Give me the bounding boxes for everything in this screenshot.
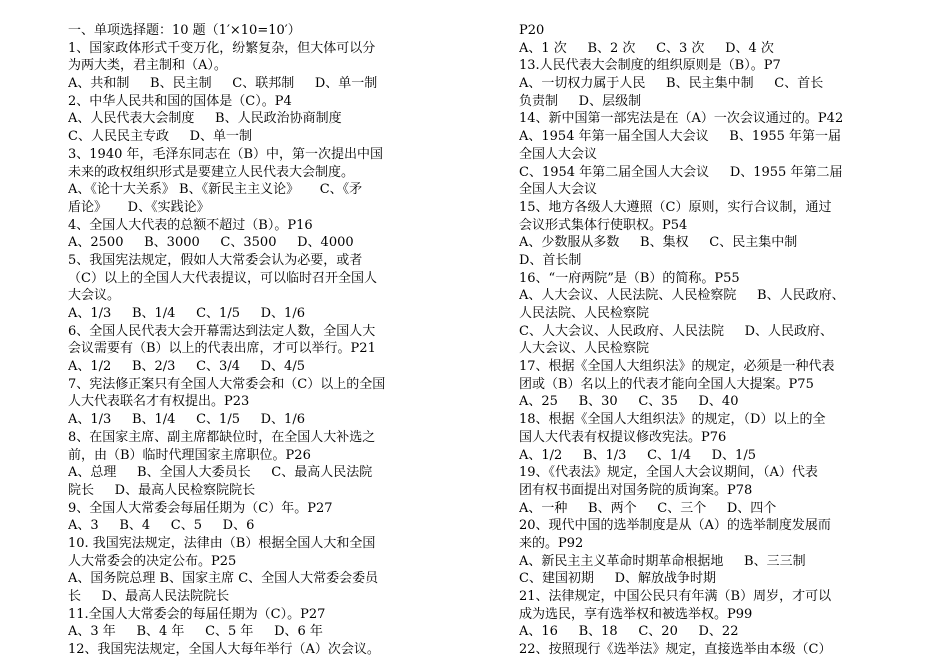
right-column xyxy=(519,22,914,659)
text-line: 3、1940 年，毛泽东同志在（B）中，第一次提出中国 xyxy=(68,146,384,162)
text-line: A、人大会议、人民法院、人民检察院 B、人民政府、 xyxy=(519,288,845,304)
text-line: P20 xyxy=(519,23,545,38)
text-line: 前，由（B）临时代理国家主席职位。P26 xyxy=(68,447,311,463)
text-line: 9、全国人大常委会每届任期为（C）年。P27 xyxy=(68,500,333,516)
text-line: 15、地方各级人大遵照（C）原则，实行合议制，通过 xyxy=(519,199,832,215)
text-line: 7、宪法修正案只有全国人大常委会和（C）以上的全国 xyxy=(68,376,386,392)
text-line: 5、我国宪法规定，假如人大常委会认为必要，或者 xyxy=(68,252,363,268)
text-line: A、一切权力属于人民 B、民主集中制 C、首长 xyxy=(519,76,824,92)
text-line: A、1954 年第一届全国人大会议 B、1955 年第一届 xyxy=(519,129,842,145)
text-line: 来的。P92 xyxy=(519,535,584,551)
text-line: A、3 B、4 C、5 D、6 xyxy=(68,518,255,534)
text-line: 会议形式集体行使职权。P54 xyxy=(519,217,688,233)
text-line: A、国务院总理 B、国家主席 C、全国人大常委会委员 xyxy=(68,571,379,587)
text-line: 全国人大会议 xyxy=(519,146,598,162)
text-line: A、1 次 B、2 次 C、3 次 D、4 次 xyxy=(519,40,774,56)
text-line: A、《论十大关系》 B、《新民主主义论》 C、《矛 xyxy=(68,182,363,198)
text-line: 10. 我国宪法规定，法律由（B）根据全国人大和全国 xyxy=(68,535,376,551)
text-line: 4、全国人大代表的总额不超过（B）。P16 xyxy=(68,217,313,233)
text-line: C、1954 年第二届全国人大会议 D、1955 年第二届 xyxy=(519,164,843,180)
text-line: 大会议。 xyxy=(68,288,121,304)
text-line: 长 D、最高人民法院院长 xyxy=(68,589,230,604)
text-line: 8、在国家主席、副主席都缺位时，在全国人大补选之 xyxy=(68,429,376,445)
text-line: 成为选民，享有选举权和被选举权。P99 xyxy=(519,606,753,622)
text-line: A、少数服从多数 B、集权 C、民主集中制 xyxy=(519,235,798,251)
text-line: 16、“一府两院”是（B）的简称。P55 xyxy=(519,270,740,286)
text-line: 团或（B）名以上的代表才能向全国人大提案。P75 xyxy=(519,376,814,392)
text-line: A、1/3 B、1/4 C、1/5 D、1/6 xyxy=(68,412,305,428)
text-line: 盾论》 D、《实践论》 xyxy=(68,199,210,215)
text-line: 会议需要有（B）以上的代表出席，才可以举行。P21 xyxy=(68,341,376,357)
text-line: A、16 B、18 C、20 D、22 xyxy=(519,624,739,640)
text-line: A、总理 B、全国人大委员长 C、最高人民法院 xyxy=(68,465,373,481)
text-line: 19、《代表法》规定，全国人大会议期间，（A）代表 xyxy=(519,465,818,481)
text-line: D、首长制 xyxy=(519,252,582,268)
text-line: 全国人大会议 xyxy=(519,182,598,198)
text-line: C、建国初期 D、解放战争时期 xyxy=(519,571,717,587)
text-line: A、一种 B、两个 C、三个 D、四个 xyxy=(519,500,777,516)
text-line: 人民法院、人民检察院 xyxy=(519,306,650,321)
text-line: 14、新中国第一部宪法是在（A）一次会议通过的。P42 xyxy=(519,111,844,127)
text-line: C、人民民主专政 D、单一制 xyxy=(68,129,253,145)
text-line: 一、单项选择题：10 题（1′×10=10′） xyxy=(68,23,301,38)
text-line: 未来的政权组织形式是要建立人民代表大会制度。 xyxy=(68,164,355,180)
text-line: A、共和制 B、民主制 C、联邦制 D、单一制 xyxy=(68,76,378,92)
text-line: A、3 年 B、4 年 C、5 年 D、6 年 xyxy=(68,624,323,640)
text-line: （C）以上的全国人大代表提议，可以临时召开全国人 xyxy=(68,270,377,286)
text-line: 团有权书面提出对国务院的质询案。P78 xyxy=(519,482,753,498)
text-line: A、人民代表大会制度 B、人民政治协商制度 xyxy=(68,111,342,127)
text-line: 国人大代表有权提议修改宪法。P76 xyxy=(519,429,727,445)
left-column xyxy=(68,22,453,659)
text-line: 负责制 D、层级制 xyxy=(519,93,642,109)
text-line: 院长 D、最高人民检察院院长 xyxy=(68,482,256,498)
text-line: A、新民主主义革命时期革命根据地 B、三三制 xyxy=(519,553,806,569)
text-line: 18、根据《全国人大组织法》的规定，（D）以上的全 xyxy=(519,412,826,428)
text-line: C、人大会议、人民政府、人民法院 D、人民政府、 xyxy=(519,323,834,339)
text-line: A、2500 B、3000 C、3500 D、4000 xyxy=(68,235,354,251)
text-line: A、1/2 B、2/3 C、3/4 D、4/5 xyxy=(68,359,305,375)
text-line: 21、法律规定，中国公民只有年满（B）周岁，才可以 xyxy=(519,589,832,604)
text-line: 1、国家政体形式千变万化，纷繁复杂，但大体可以分 xyxy=(68,40,376,56)
text-line: 人大代表联名才有权提出。P23 xyxy=(68,394,250,410)
text-line: 13.人民代表大会制度的组织原则是（B）。P7 xyxy=(519,58,781,74)
text-line: 人大常委会的决定公布。P25 xyxy=(68,553,237,569)
text-line: A、1/2 B、1/3 C、1/4 D、1/5 xyxy=(519,447,756,463)
text-line: 22、按照现行《选举法》规定，直接选举由本级（C） xyxy=(519,642,832,658)
text-line: 11.全国人大常委会的每届任期为（C）。P27 xyxy=(68,606,326,622)
text-line: 17、根据《全国人大组织法》的规定，必须是一种代表 xyxy=(519,359,835,375)
text-line: 人大会议、人民检察院 xyxy=(519,341,650,357)
text-line: A、1/3 B、1/4 C、1/5 D、1/6 xyxy=(68,306,305,321)
text-line: A、25 B、30 C、35 D、40 xyxy=(519,394,739,410)
text-line: 2、中华人民共和国的国体是（C）。P4 xyxy=(68,93,292,109)
text-line: 为两大类，君主制和（A）。 xyxy=(68,58,227,74)
text-line: 6、全国人民代表大会开幕需达到法定人数，全国人大 xyxy=(68,323,376,339)
text-line: 12、我国宪法规定，全国人大每年举行（A）次会议。 xyxy=(68,642,380,658)
text-line: 20、现代中国的选举制度是从（A）的选举制度发展而 xyxy=(519,518,831,534)
